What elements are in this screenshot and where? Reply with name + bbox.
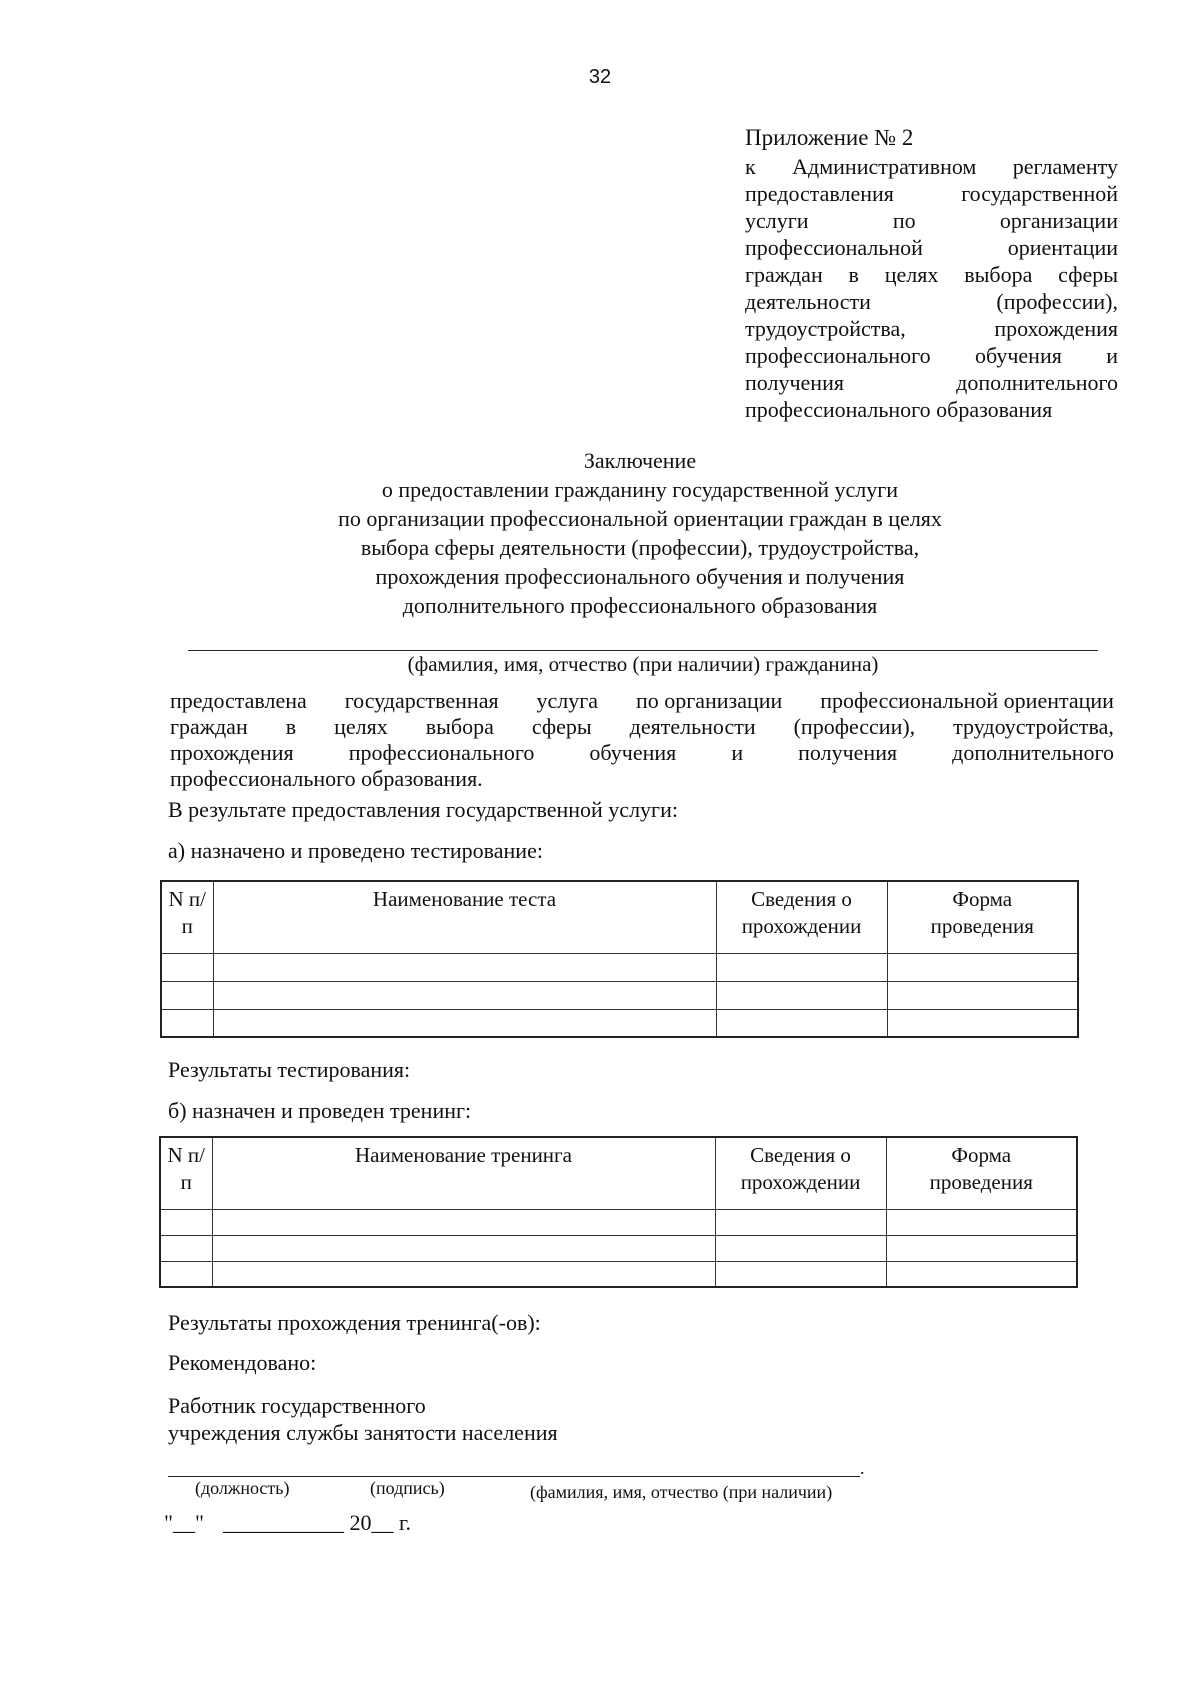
table-cell[interactable] [886, 1235, 1077, 1261]
body-word: дополнительного [952, 740, 1114, 765]
table-cell[interactable] [715, 1209, 886, 1235]
body-word: (профессии), [793, 714, 916, 739]
table-cell[interactable] [716, 981, 887, 1009]
table-cell[interactable] [213, 953, 716, 981]
training-results-label: Результаты прохождения тренинга(-ов): [168, 1310, 541, 1335]
table-cell[interactable] [887, 1009, 1078, 1037]
body-word: сферы [531, 714, 592, 739]
appendix-word: профессиональной [745, 235, 923, 260]
table-cell[interactable] [160, 1261, 212, 1287]
column-header-form: Форма проведения [887, 881, 1078, 953]
column-header-training-name: Наименование тренинга [212, 1137, 715, 1209]
column-header-number: N п/п [161, 881, 213, 953]
body-word: выбора [425, 714, 494, 739]
body-word: государственная [344, 688, 499, 713]
appendix-word: к [745, 154, 756, 179]
signature-line [168, 1476, 860, 1477]
date-quote-open: " [164, 1510, 173, 1535]
body-word: целях [334, 714, 388, 739]
body-word: профессионального [348, 740, 535, 765]
table-cell[interactable] [213, 1009, 716, 1037]
body-word: услуга [536, 688, 599, 713]
table-row [161, 981, 1078, 1009]
table-cell[interactable] [715, 1235, 886, 1261]
heading-line: прохождения профессионального обучения и получения [375, 564, 905, 589]
body-word: и [731, 740, 744, 765]
body-word: граждан [170, 714, 248, 739]
table-cell[interactable] [887, 981, 1078, 1009]
date-line [164, 1510, 411, 1536]
appendix-word: и [1106, 343, 1118, 368]
appendix-word: в [848, 262, 859, 287]
heading-line: Заключение [583, 448, 697, 473]
appendix-line [745, 207, 1118, 234]
body-paragraph [170, 688, 1114, 792]
table-cell[interactable] [886, 1261, 1077, 1287]
worker-title-line1: Работник государственного [168, 1393, 426, 1418]
appendix-word: предоставления [745, 181, 894, 206]
appendix-line [745, 342, 1118, 369]
appendix-word: дополнительного [956, 370, 1118, 395]
appendix-line [745, 153, 1118, 180]
column-header-completion-info: Сведения о прохождении [716, 881, 887, 953]
body-word: деятельности [629, 714, 756, 739]
table-cell[interactable] [887, 953, 1078, 981]
table-row [160, 1261, 1077, 1287]
appendix-word: обучения [975, 343, 1062, 368]
recommended-label: Рекомендовано: [168, 1350, 317, 1375]
appendix-line [745, 234, 1118, 261]
document-heading [0, 446, 1200, 620]
body-word: трудоустройства, [953, 714, 1114, 739]
training-table [159, 1136, 1078, 1288]
heading-line: по организации профессиональной ориентации граждан в целях [338, 506, 942, 531]
appendix-word: (профессии), [996, 289, 1118, 314]
signature-line-end-dot: . [860, 1458, 865, 1478]
table-cell[interactable] [160, 1235, 212, 1261]
date-day-blank[interactable]: __ [172, 1510, 195, 1535]
date-suffix: г. [398, 1510, 412, 1535]
appendix-word: граждан [745, 262, 823, 287]
appendix-line [745, 261, 1118, 288]
table-cell[interactable] [212, 1209, 715, 1235]
table-cell[interactable] [716, 1009, 887, 1037]
appendix-lines [745, 153, 1118, 423]
appendix-title: Приложение № 2 [745, 125, 914, 150]
table-cell[interactable] [212, 1235, 715, 1261]
appendix-line [745, 396, 1118, 423]
appendix-word: государственной [961, 181, 1118, 206]
table-cell[interactable] [715, 1261, 886, 1287]
appendix-word: сферы [1058, 262, 1118, 287]
appendix-word: Административном [792, 154, 977, 179]
result-intro: В результате предоставления государственной услуги: [168, 797, 678, 822]
appendix-word: трудоустройства, [745, 316, 906, 341]
body-word: профессионального образования. [170, 766, 483, 791]
table-row [160, 1235, 1077, 1261]
column-header-test-name: Наименование теста [213, 881, 716, 953]
signature-caption: (подпись) [370, 1478, 445, 1498]
date-month-blank[interactable]: ___________ [222, 1510, 344, 1535]
body-word: профессиональной ориентации [820, 688, 1114, 713]
appendix-line [745, 180, 1118, 207]
appendix-word: организации [999, 208, 1118, 233]
heading-line: выбора сферы деятельности (профессии), трудоустройства, [360, 535, 920, 560]
body-word: по организации [635, 688, 783, 713]
body-line [170, 766, 1114, 792]
appendix-word: по [892, 208, 916, 233]
body-line [170, 740, 1114, 766]
heading-line: о предоставлении гражданину государственной услуги [381, 477, 899, 502]
appendix-word: регламенту [1012, 154, 1118, 179]
column-header-completion-info: Сведения о прохождении [715, 1137, 886, 1209]
testing-label: а) назначено и проведено тестирование: [168, 838, 543, 863]
column-header-form: Форма проведения [886, 1137, 1077, 1209]
citizen-caption: (фамилия, имя, отчество (при наличии) гражданина) [407, 652, 879, 676]
date-year-blank[interactable]: __ [371, 1510, 394, 1535]
body-line [170, 688, 1114, 714]
appendix-word: профессионального образования [745, 397, 1053, 422]
body-word: получения [798, 740, 898, 765]
appendix-word: целях [884, 262, 939, 287]
testing-table [160, 880, 1079, 1038]
column-header-number: N п/п [160, 1137, 212, 1209]
appendix-word: ориентации [1007, 235, 1118, 260]
appendix-word: профессионального [745, 343, 931, 368]
table-row [161, 1009, 1078, 1037]
table-cell[interactable] [213, 981, 716, 1009]
table-cell[interactable] [886, 1209, 1077, 1235]
name-caption: (фамилия, имя, отчество (при наличии) [530, 1482, 833, 1502]
body-line [170, 714, 1114, 740]
appendix-block [745, 124, 1118, 423]
appendix-line [745, 315, 1118, 342]
table-cell[interactable] [161, 981, 213, 1009]
table-cell[interactable] [716, 953, 887, 981]
appendix-word: деятельности [745, 289, 871, 314]
appendix-word: выбора [964, 262, 1033, 287]
position-caption: (должность) [195, 1478, 290, 1498]
table-cell[interactable] [212, 1261, 715, 1287]
testing-results-label: Результаты тестирования: [168, 1057, 411, 1082]
body-word: предоставлена [170, 688, 307, 713]
body-word: обучения [589, 740, 677, 765]
table-cell[interactable] [161, 1009, 213, 1037]
table-row [160, 1209, 1077, 1235]
table-cell[interactable] [161, 953, 213, 981]
table-header-row [161, 881, 1078, 953]
citizen-name-line [188, 650, 1098, 651]
training-label: б) назначен и проведен тренинг: [168, 1098, 472, 1123]
appendix-word: услуги [745, 208, 809, 233]
body-word: в [285, 714, 297, 739]
body-word: прохождения [170, 740, 294, 765]
table-cell[interactable] [160, 1209, 212, 1235]
date-quote-close: " [194, 1510, 204, 1535]
appendix-line [745, 288, 1118, 315]
page-number: 32 [588, 66, 612, 88]
heading-line: дополнительного профессионального образования [402, 593, 878, 618]
table-header-row [160, 1137, 1077, 1209]
date-year: 20 [349, 1510, 372, 1535]
appendix-word: прохождения [994, 316, 1118, 341]
table-row [161, 953, 1078, 981]
worker-title-line2: учреждения службы занятости населения [168, 1420, 558, 1445]
appendix-word: получения [745, 370, 844, 395]
appendix-line [745, 369, 1118, 396]
